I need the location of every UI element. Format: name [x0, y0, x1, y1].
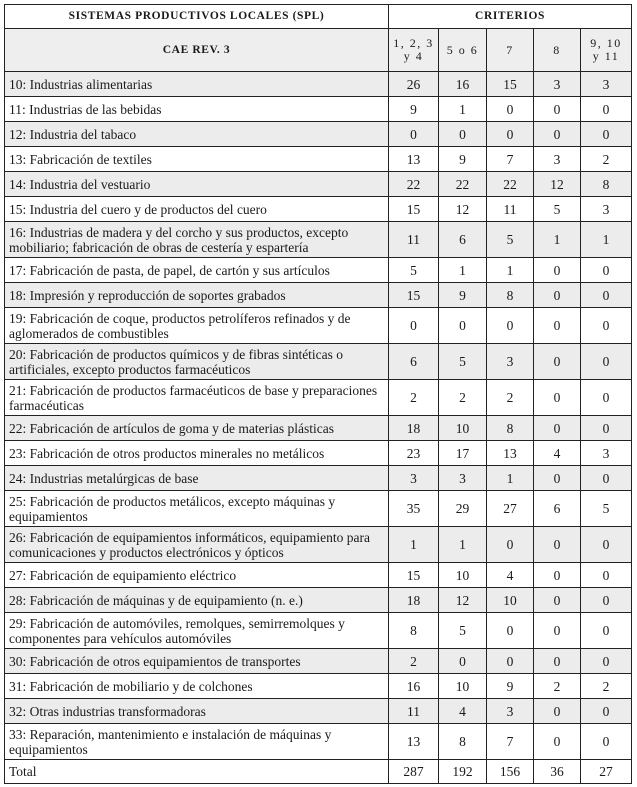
row-value-col-1: 3 — [389, 466, 439, 491]
row-label: 33: Reparación, mantenimiento e instalación de máquinas y equipamientos — [5, 724, 389, 760]
row-value-col-2: 3 — [439, 466, 487, 491]
row-value-col-5: 0 — [581, 613, 632, 649]
row-label: 12: Industria del tabaco — [5, 122, 389, 147]
row-value-col-4: 0 — [534, 283, 581, 308]
spl-criteria-table — [4, 4, 632, 784]
row-value-col-5: 3 — [581, 72, 632, 97]
table-row — [5, 588, 632, 613]
row-value-col-3: 0 — [487, 308, 534, 344]
row-value-col-5: 0 — [581, 724, 632, 760]
row-value-col-5: 1 — [581, 222, 632, 258]
row-value-col-4: 0 — [534, 466, 581, 491]
table-row — [5, 122, 632, 147]
table-row — [5, 283, 632, 308]
row-value-col-4: 0 — [534, 344, 581, 380]
table-row — [5, 172, 632, 197]
row-value-col-1: 0 — [389, 122, 439, 147]
total-value-col-4: 36 — [534, 760, 581, 784]
row-value-col-3: 1 — [487, 466, 534, 491]
table-row — [5, 527, 632, 563]
row-value-col-1: 6 — [389, 344, 439, 380]
row-value-col-4: 3 — [534, 72, 581, 97]
row-value-col-5: 2 — [581, 147, 632, 172]
row-value-col-5: 0 — [581, 258, 632, 283]
row-value-col-3: 0 — [487, 122, 534, 147]
table-row — [5, 147, 632, 172]
row-label: 15: Industria del cuero y de productos del cuero — [5, 197, 389, 222]
header-row-top — [5, 5, 632, 29]
table-row — [5, 613, 632, 649]
row-value-col-4: 0 — [534, 649, 581, 674]
row-value-col-4: 2 — [534, 674, 581, 699]
row-label: 19: Fabricación de coque, productos petrolíferos refinados y de aglomerados de combustibles — [5, 308, 389, 344]
row-value-col-2: 0 — [439, 308, 487, 344]
row-value-col-1: 22 — [389, 172, 439, 197]
table-row — [5, 72, 632, 97]
row-value-col-1: 15 — [389, 197, 439, 222]
row-label: 13: Fabricación de textiles — [5, 147, 389, 172]
row-value-col-1: 15 — [389, 563, 439, 588]
row-value-col-2: 12 — [439, 588, 487, 613]
row-value-col-2: 29 — [439, 491, 487, 527]
table-row — [5, 197, 632, 222]
table-row — [5, 97, 632, 122]
row-value-col-1: 2 — [389, 649, 439, 674]
table-row — [5, 258, 632, 283]
row-value-col-2: 1 — [439, 97, 487, 122]
table-row — [5, 724, 632, 760]
row-value-col-2: 8 — [439, 724, 487, 760]
row-value-col-1: 15 — [389, 283, 439, 308]
row-value-col-1: 11 — [389, 699, 439, 724]
row-label: 18: Impresión y reproducción de soportes grabados — [5, 283, 389, 308]
row-label: 25: Fabricación de productos metálicos, excepto máquinas y equipamientos — [5, 491, 389, 527]
row-label: 24: Industrias metalúrgicas de base — [5, 466, 389, 491]
row-label: 20: Fabricación de productos químicos y de fibras sintéticas o artificiales, excepto productos farmacéuticos — [5, 344, 389, 380]
row-value-col-4: 0 — [534, 563, 581, 588]
row-value-col-2: 4 — [439, 699, 487, 724]
row-value-col-1: 18 — [389, 588, 439, 613]
row-label: 14: Industria del vestuario — [5, 172, 389, 197]
row-value-col-3: 11 — [487, 197, 534, 222]
row-value-col-5: 0 — [581, 380, 632, 416]
total-value-col-1: 287 — [389, 760, 439, 784]
row-value-col-1: 2 — [389, 380, 439, 416]
row-value-col-1: 13 — [389, 724, 439, 760]
row-label: 16: Industrias de madera y del corcho y sus productos, excepto mobiliario; fabricación de obras de cestería y espartería — [5, 222, 389, 258]
row-value-col-2: 0 — [439, 649, 487, 674]
table-row — [5, 699, 632, 724]
row-label: 22: Fabricación de artículos de goma y de materias plásticas — [5, 416, 389, 441]
row-value-col-3: 0 — [487, 613, 534, 649]
row-value-col-5: 0 — [581, 308, 632, 344]
total-value-col-2: 192 — [439, 760, 487, 784]
row-value-col-3: 27 — [487, 491, 534, 527]
table-row — [5, 308, 632, 344]
row-value-col-5: 0 — [581, 122, 632, 147]
row-value-col-2: 22 — [439, 172, 487, 197]
row-value-col-2: 12 — [439, 197, 487, 222]
row-value-col-1: 18 — [389, 416, 439, 441]
row-value-col-5: 0 — [581, 466, 632, 491]
row-value-col-4: 0 — [534, 527, 581, 563]
row-value-col-3: 7 — [487, 724, 534, 760]
row-value-col-1: 35 — [389, 491, 439, 527]
row-value-col-1: 26 — [389, 72, 439, 97]
row-value-col-4: 5 — [534, 197, 581, 222]
row-value-col-4: 0 — [534, 97, 581, 122]
spl-title: SISTEMAS PRODUCTIVOS LOCALES (SPL) — [5, 5, 389, 29]
row-value-col-1: 13 — [389, 147, 439, 172]
row-value-col-3: 0 — [487, 97, 534, 122]
table-row — [5, 344, 632, 380]
row-value-col-3: 7 — [487, 147, 534, 172]
row-value-col-2: 6 — [439, 222, 487, 258]
row-value-col-4: 0 — [534, 613, 581, 649]
row-value-col-2: 10 — [439, 416, 487, 441]
table-row — [5, 491, 632, 527]
row-value-col-5: 0 — [581, 699, 632, 724]
row-label: 31: Fabricación de mobiliario y de colchones — [5, 674, 389, 699]
row-value-col-4: 4 — [534, 441, 581, 466]
criteria-col-5: 9, 10 y 11 — [581, 29, 632, 72]
row-value-col-2: 10 — [439, 563, 487, 588]
row-value-col-1: 1 — [389, 527, 439, 563]
row-value-col-2: 2 — [439, 380, 487, 416]
row-value-col-1: 5 — [389, 258, 439, 283]
row-value-col-1: 16 — [389, 674, 439, 699]
row-value-col-1: 11 — [389, 222, 439, 258]
row-value-col-3: 0 — [487, 527, 534, 563]
criteria-col-1: 1, 2, 3 y 4 — [389, 29, 439, 72]
row-value-col-2: 5 — [439, 344, 487, 380]
row-value-col-4: 0 — [534, 122, 581, 147]
row-value-col-3: 2 — [487, 380, 534, 416]
row-label: 11: Industrias de las bebidas — [5, 97, 389, 122]
criteria-col-3: 7 — [487, 29, 534, 72]
row-value-col-2: 17 — [439, 441, 487, 466]
row-label: 30: Fabricación de otros equipamientos de transportes — [5, 649, 389, 674]
row-label: 21: Fabricación de productos farmacéuticos de base y preparaciones farmacéuticas — [5, 380, 389, 416]
table-body — [5, 72, 632, 784]
total-value-col-5: 27 — [581, 760, 632, 784]
row-value-col-4: 3 — [534, 147, 581, 172]
row-value-col-2: 5 — [439, 613, 487, 649]
row-value-col-2: 9 — [439, 147, 487, 172]
row-value-col-5: 5 — [581, 491, 632, 527]
row-value-col-2: 1 — [439, 527, 487, 563]
table-row — [5, 674, 632, 699]
row-value-col-2: 0 — [439, 122, 487, 147]
row-value-col-3: 22 — [487, 172, 534, 197]
row-value-col-4: 6 — [534, 491, 581, 527]
row-value-col-5: 0 — [581, 588, 632, 613]
table-row — [5, 222, 632, 258]
row-value-col-5: 2 — [581, 674, 632, 699]
row-value-col-4: 0 — [534, 380, 581, 416]
row-value-col-3: 0 — [487, 649, 534, 674]
row-value-col-5: 0 — [581, 344, 632, 380]
table-row — [5, 563, 632, 588]
row-label: 26: Fabricación de equipamientos informáticos, equipamiento para comunicaciones y productos electrónicos y ópticos — [5, 527, 389, 563]
row-value-col-4: 0 — [534, 724, 581, 760]
row-value-col-2: 16 — [439, 72, 487, 97]
row-value-col-5: 0 — [581, 563, 632, 588]
row-value-col-4: 0 — [534, 416, 581, 441]
total-value-col-3: 156 — [487, 760, 534, 784]
row-value-col-3: 8 — [487, 416, 534, 441]
row-label: 29: Fabricación de automóviles, remolques, semirremolques y componentes para vehículos automóviles — [5, 613, 389, 649]
row-value-col-2: 9 — [439, 283, 487, 308]
row-value-col-1: 0 — [389, 308, 439, 344]
row-value-col-3: 15 — [487, 72, 534, 97]
row-label: 10: Industrias alimentarias — [5, 72, 389, 97]
row-value-col-5: 0 — [581, 416, 632, 441]
row-value-col-3: 9 — [487, 674, 534, 699]
row-value-col-5: 8 — [581, 172, 632, 197]
criterios-title: CRITERIOS — [389, 5, 632, 29]
table-row — [5, 649, 632, 674]
header-row-columns — [5, 29, 632, 72]
row-value-col-3: 1 — [487, 258, 534, 283]
row-value-col-3: 4 — [487, 563, 534, 588]
row-value-col-2: 1 — [439, 258, 487, 283]
row-value-col-4: 0 — [534, 699, 581, 724]
row-value-col-3: 5 — [487, 222, 534, 258]
row-value-col-5: 0 — [581, 527, 632, 563]
row-label: 27: Fabricación de equipamiento eléctrico — [5, 563, 389, 588]
row-value-col-1: 9 — [389, 97, 439, 122]
row-label: 23: Fabricación de otros productos minerales no metálicos — [5, 441, 389, 466]
table-row — [5, 466, 632, 491]
row-value-col-3: 8 — [487, 283, 534, 308]
row-value-col-1: 8 — [389, 613, 439, 649]
row-value-col-5: 3 — [581, 441, 632, 466]
row-value-col-2: 10 — [439, 674, 487, 699]
row-value-col-1: 23 — [389, 441, 439, 466]
row-value-col-5: 0 — [581, 649, 632, 674]
row-value-col-4: 1 — [534, 222, 581, 258]
row-label: 28: Fabricación de máquinas y de equipamiento (n. e.) — [5, 588, 389, 613]
criteria-col-4: 8 — [534, 29, 581, 72]
cae-label: CAE REV. 3 — [5, 29, 389, 72]
row-value-col-4: 12 — [534, 172, 581, 197]
row-value-col-4: 0 — [534, 258, 581, 283]
row-label: 32: Otras industrias transformadoras — [5, 699, 389, 724]
row-value-col-5: 0 — [581, 97, 632, 122]
criteria-col-2: 5 o 6 — [439, 29, 487, 72]
table-row — [5, 380, 632, 416]
row-value-col-3: 10 — [487, 588, 534, 613]
row-value-col-4: 0 — [534, 308, 581, 344]
row-value-col-3: 13 — [487, 441, 534, 466]
row-value-col-5: 0 — [581, 283, 632, 308]
total-row — [5, 760, 632, 784]
row-value-col-3: 3 — [487, 344, 534, 380]
row-value-col-4: 0 — [534, 588, 581, 613]
row-label: 17: Fabricación de pasta, de papel, de cartón y sus artículos — [5, 258, 389, 283]
total-label: Total — [5, 760, 389, 784]
row-value-col-5: 3 — [581, 197, 632, 222]
table-row — [5, 416, 632, 441]
row-value-col-3: 3 — [487, 699, 534, 724]
table-row — [5, 441, 632, 466]
